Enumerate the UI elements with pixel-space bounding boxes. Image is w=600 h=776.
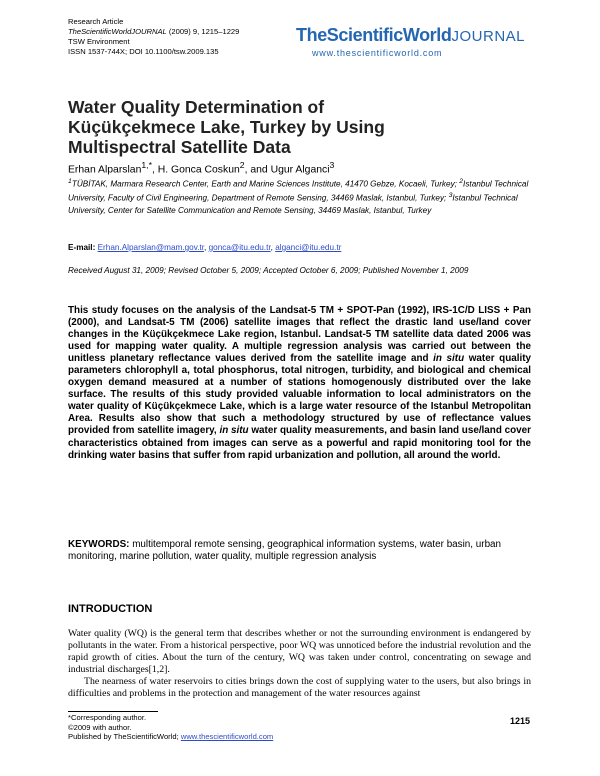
author-1: Erhan Alparslan — [68, 164, 142, 176]
keywords-label: KEYWORDS: — [68, 539, 130, 550]
journal-volume: (2009) 9, 1215–1229 — [166, 27, 240, 36]
affil-1-mark: 1 — [68, 178, 72, 185]
abstract-part-2: water quality parameters chlorophyll a, total phosphorus, total nitrogen, turbidity, and biological and chemical oxygen demand measured at a number of stations homogenously distributed over the lake surface. The results of this study provided valuable information to local administrators on the water quality of Küçükçekmece Lake, which is a large water resource of the Istanbul Metropolitan Area. Results also show that such a methodology structured by use of reflectance values provided from satellite imagery, — [68, 353, 532, 437]
publication-dates: Received August 31, 2009; Revised October 5, 2009; Accepted October 6, 2009; Published November 1, 2009 — [68, 266, 469, 275]
abstract — [68, 305, 531, 462]
author-2-affil: 2 — [239, 160, 245, 170]
author-1-affil: 1, — [141, 160, 149, 170]
section-heading-introduction: INTRODUCTION — [68, 603, 153, 615]
keywords-text: multitemporal remote sensing, geographical information systems, water basin, urban monitoring, marine pollution, water quality, multiple regression analysis — [68, 539, 502, 563]
email-link-2[interactable]: gonca@itu.edu.tr — [208, 243, 271, 252]
email-sep-1: , — [204, 243, 209, 252]
affil-3-mark: 3 — [448, 192, 453, 200]
author-3: , and Ugur Alganci — [244, 164, 330, 176]
corresponding-mark: * — [148, 160, 152, 170]
email-line — [68, 243, 341, 252]
title-line-3: Multispectral Satellite Data — [68, 137, 291, 157]
logo-main-text: TheScientificWorld — [296, 25, 452, 45]
affil-2-mark: 2 — [459, 178, 464, 185]
author-3-affil: 3 — [329, 160, 335, 170]
page-footer — [68, 713, 273, 742]
journal-name: TheScientificWorldJOURNAL — [68, 27, 167, 36]
email-label: E-mail: — [68, 243, 96, 252]
abstract-italic-1: in situ — [433, 353, 465, 365]
abstract-part-1: This study focuses on the analysis of the Landsat-5 TM + SPOT-Pan (1992), IRS-1C/D LISS + Pan (2000), and Landsat-5 TM (2006) satellite images that reflect the drastic land use/land cover changes in the Küçükçekmece Lake region, Istanbul. Landsat-5 TM satellite data dated 2006 was used for mapping water quality. A multiple regression analysis was carried out between the unitless planetary reflectance values derived from the satellite image and — [68, 305, 531, 365]
affil-3: Istanbul Technical University, Center for Satellite Communication and Remote Sensing, 34469 Maslak, Istanbul, Turkey — [68, 194, 518, 215]
publisher-note — [68, 732, 273, 742]
journal-section: TSW Environment — [68, 37, 130, 46]
publisher-text: Published by TheScientificWorld; — [68, 732, 181, 742]
logo-wordmark — [296, 25, 526, 46]
author-list — [68, 160, 334, 175]
body-paragraph-1: Water quality (WQ) is the general term that describes whether or not the surrounding environment is endangered by pollutants in the water. From a historical perspective, poor WQ was unnoticed before the industrial revolution and the rapid growth of cities. About the turn of the century, WQ was taken under control, concentrating on sewage and industrial discharges[1,2]. — [68, 628, 531, 675]
logo-url: www.thescientificworld.com — [312, 48, 443, 58]
email-sep-2: , — [270, 243, 276, 252]
logo-journal-text: JOURNAL — [451, 28, 526, 45]
page-number: 1215 — [510, 716, 531, 726]
article-header — [68, 17, 239, 57]
corresponding-note: *Corresponding author. — [68, 713, 147, 722]
abstract-italic-2: in situ — [219, 425, 249, 437]
article-type: Research Article — [68, 17, 124, 26]
author-2: , H. Gonca Coskun — [151, 164, 240, 176]
body-paragraph-2: The nearness of water reservoirs to cities brings down the cost of supplying water to the users, but also brings in difficulties and problems in the protection and management of the water resources against — [68, 675, 531, 699]
title-line-2: Küçükçekmece Lake, Turkey by Using — [68, 117, 385, 137]
footnote-divider — [68, 711, 158, 712]
publisher-link[interactable]: www.thescientificworld.com — [180, 732, 274, 742]
affil-1: TÜBİTAK, Marmara Research Center, Earth and Marine Sciences Institute, 41470 Gebze, Kocaeli, Turkey; — [71, 179, 460, 189]
paper-title — [68, 97, 538, 157]
issn-doi: ISSN 1537-744X; DOI 10.1100/tsw.2009.135 — [68, 47, 219, 56]
keywords — [68, 539, 531, 563]
affil-2: Istanbul Technical University, Faculty of Civil Engineering, Department of Remote Sensing, 34469 Maslak, Istanbul, Turkey; — [68, 179, 529, 204]
copyright-note: ©2009 with author. — [68, 722, 132, 732]
journal-logo[interactable] — [296, 25, 526, 58]
email-link-1[interactable]: Erhan.Alparslan@mam.gov.tr — [97, 243, 205, 252]
abstract-part-3: water quality measurements, and basin land use/land cover characteristics obtained from images can serve as a powerful and rapid monitoring tool for the drinking water basins that suffer from rapid urbanization and pollution, all around the world. — [68, 425, 531, 461]
affiliations — [68, 176, 538, 216]
title-line-1: Water Quality Determination of — [68, 97, 325, 117]
journal-citation — [68, 27, 239, 37]
body-text — [68, 628, 531, 699]
email-link-3[interactable]: alganci@itu.edu.tr — [275, 243, 342, 252]
